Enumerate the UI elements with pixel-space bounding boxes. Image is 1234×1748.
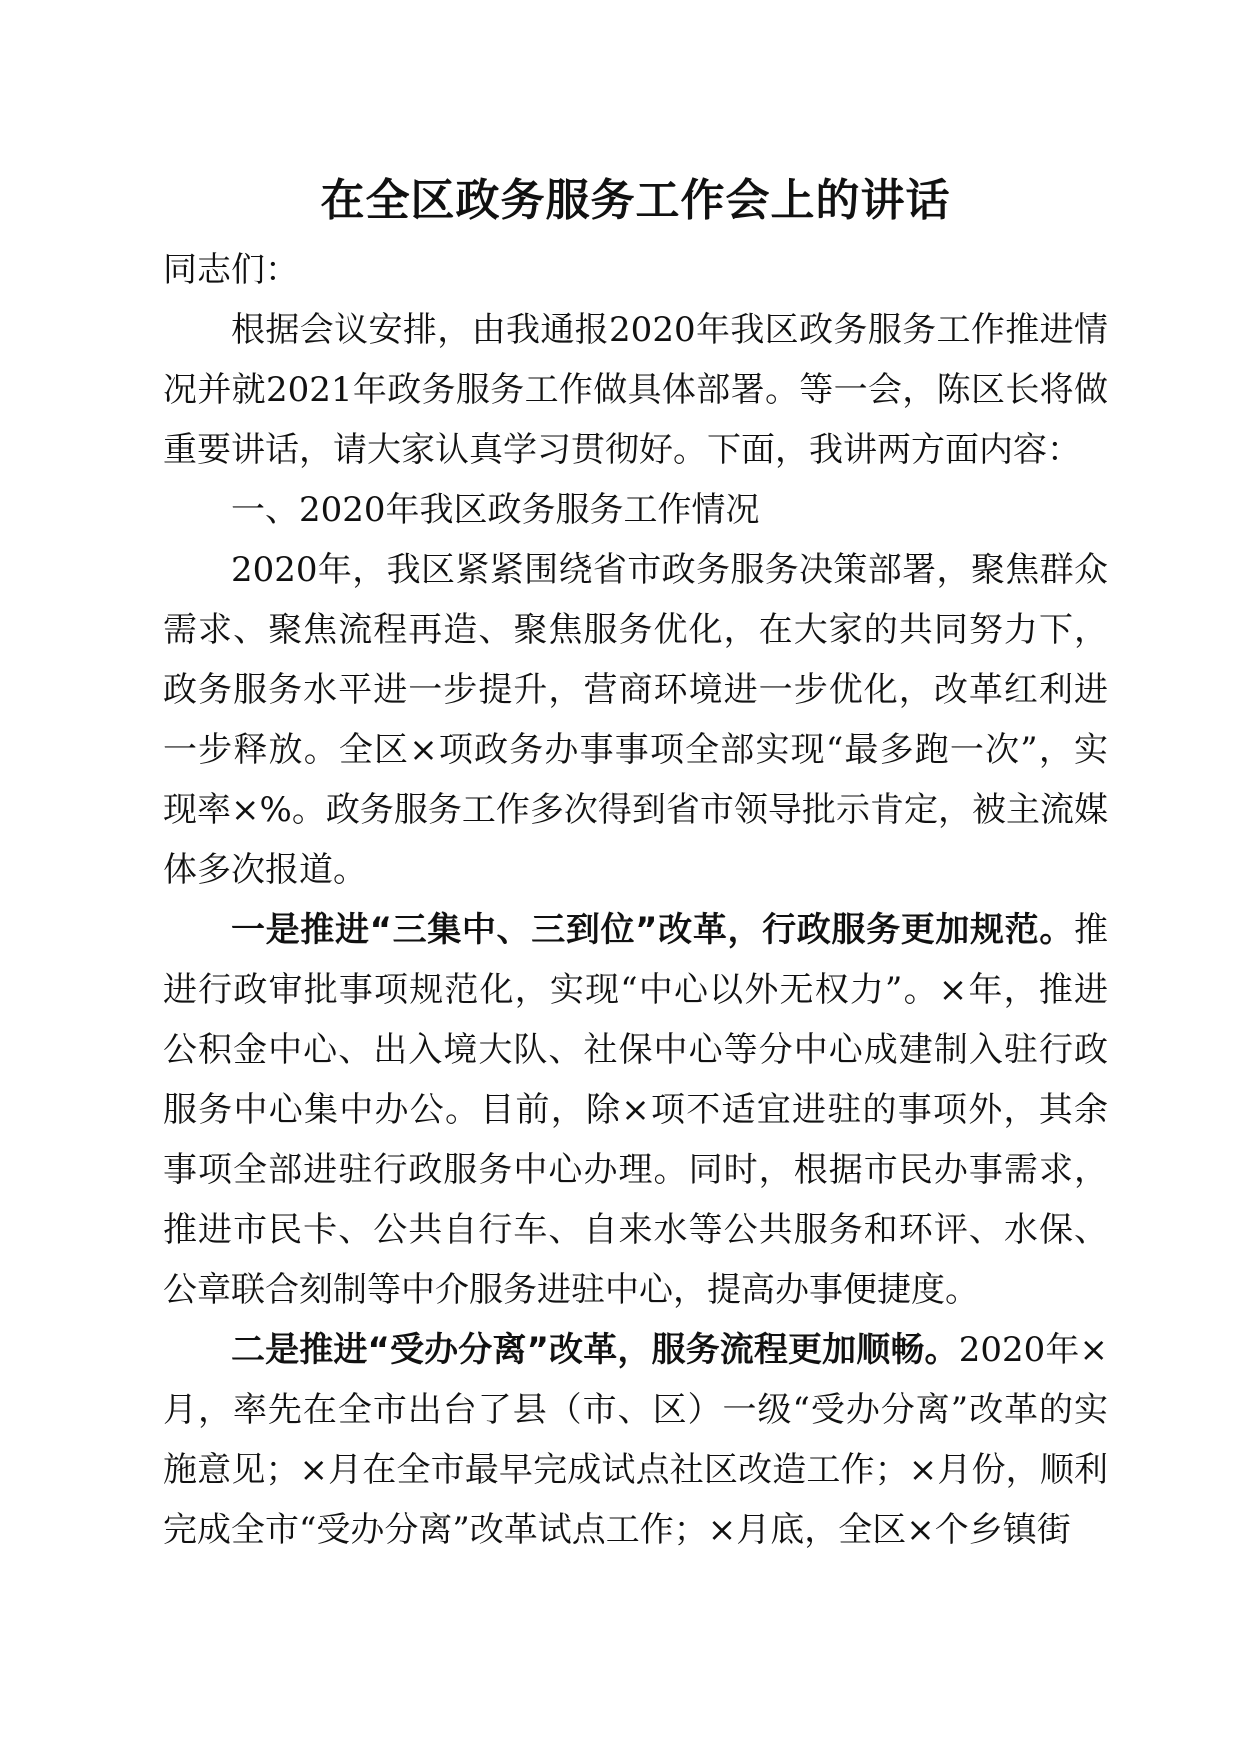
paragraph-intro (163, 300, 1108, 480)
document-body (163, 162, 1108, 1560)
paragraph-text: 2020年，我区紧紧围绕省市政务服务决策部署，聚焦群众需求、聚焦流程再造、聚焦服务优化，在大家的共同努力下，政务服务水平进一步提升，营商环境进一步优化，改革红利进一步释放。全区×项政务办事事项全部实现“最多跑一次”，实现率×%。政务服务工作多次得到省市领导批示肯定，被主流媒体多次报道。 (163, 550, 1108, 890)
paragraph-overview (163, 540, 1108, 900)
paragraph-text: 一、2020年我区政务服务工作情况 (231, 490, 760, 530)
document-title: 在全区政务服务工作会上的讲话 (320, 175, 951, 226)
salutation: 同志们： (163, 250, 299, 290)
section-heading (163, 480, 1108, 540)
paragraph-lead: 一是推进“三集中、三到位”改革，行政服务更加规范。 (231, 910, 1074, 950)
paragraph-text: 2020年×月，率先在全市出台了县（市、区）一级“受办分离”改革的实施意见；×月在全市最早完成试点社区改造工作；×月份，顺利完成全市“受办分离”改革试点工作；×月底，全区×个乡镇街 (163, 1330, 1108, 1550)
paragraph-text: 根据会议安排，由我通报2020年我区政务服务工作推进情况并就2021年政务服务工作做具体部署。等一会，陈区长将做重要讲话，请大家认真学习贯彻好。下面，我讲两方面内容： (163, 310, 1108, 470)
paragraph-point-two (163, 1320, 1108, 1560)
paragraph-lead: 二是推进“受办分离”改革，服务流程更加顺畅。 (231, 1330, 959, 1370)
paragraph-text: 推进行政审批事项规范化，实现“中心以外无权力”。×年，推进公积金中心、出入境大队、社保中心等分中心成建制入驻行政服务中心集中办公。目前，除×项不适宜进驻的事项外，其余事项全部进驻行政服务中心办理。同时，根据市民办事需求，推进市民卡、公共自行车、自来水等公共服务和环评、水保、公章联合刻制等中介服务进驻中心，提高办事便捷度。 (163, 910, 1108, 1310)
paragraph-point-one (163, 900, 1108, 1320)
